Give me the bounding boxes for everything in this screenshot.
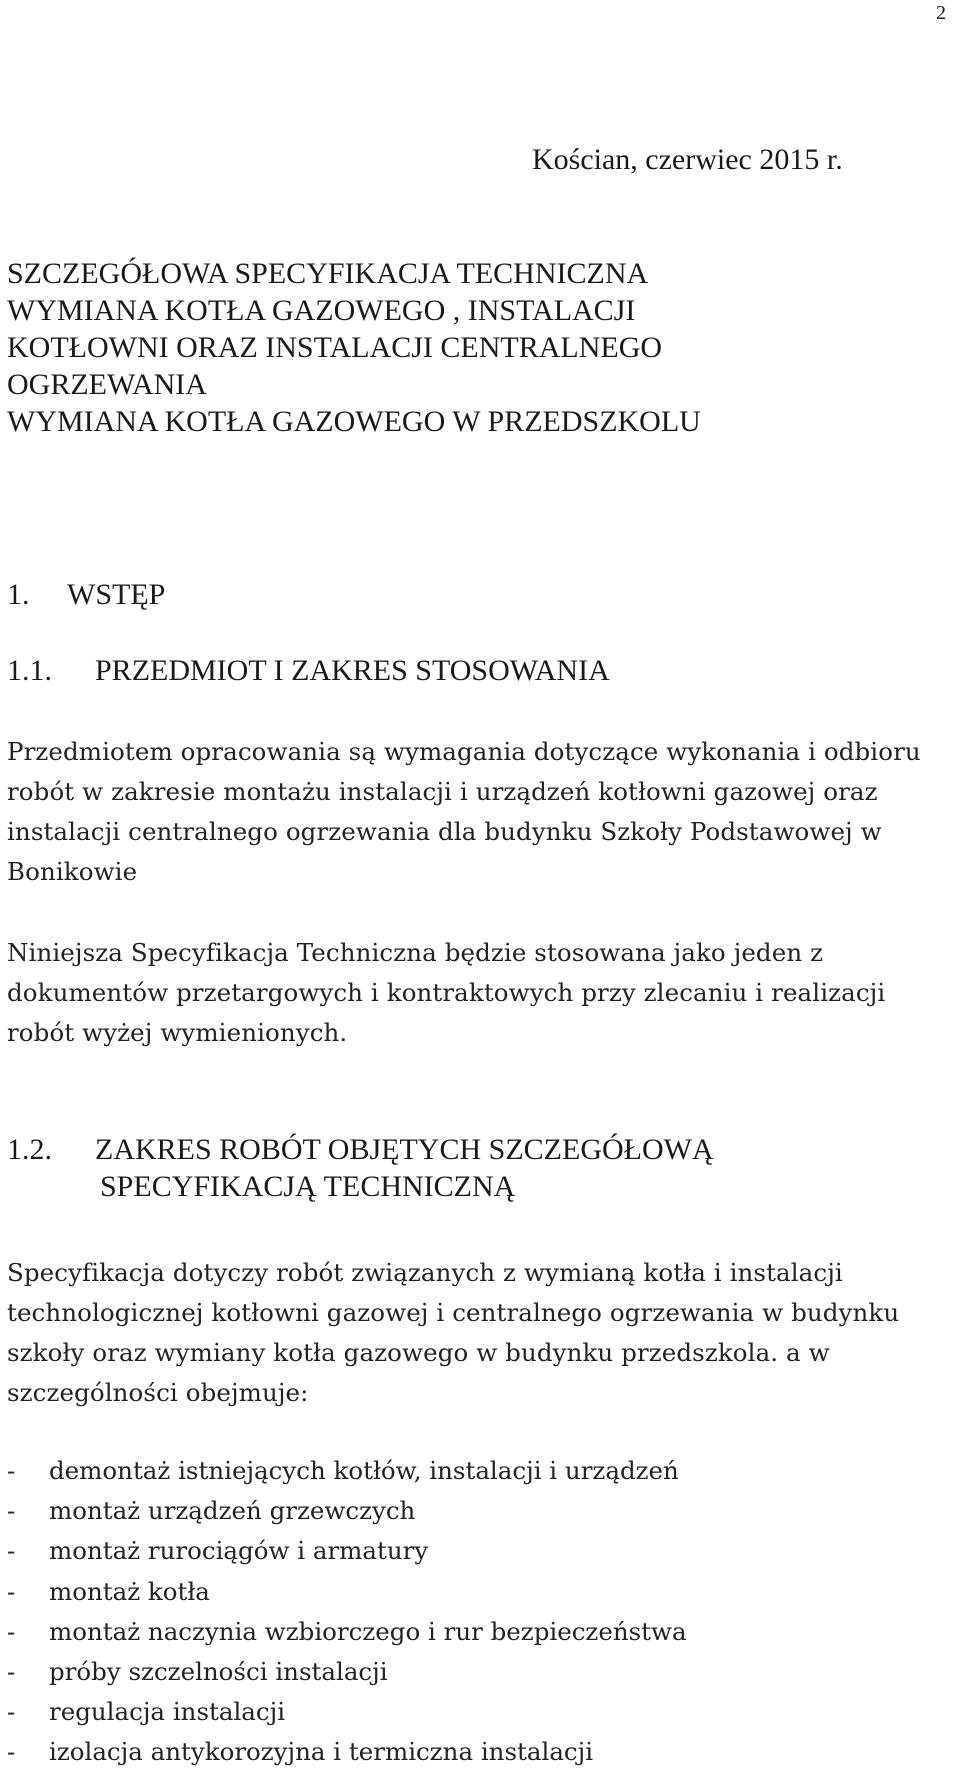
section-heading-wstep (7, 576, 165, 613)
place-date: Kościan, czerwiec 2015 r. (532, 143, 843, 176)
title-line: SZCZEGÓŁOWA SPECYFIKACJA TECHNICZNA (7, 257, 649, 290)
list-bullet: - (7, 1616, 16, 1646)
section-title: WSTĘP (67, 578, 166, 611)
list-item: - montaż kotła (7, 1572, 687, 1612)
list-bullet: - (7, 1536, 16, 1566)
list-bullet: - (7, 1657, 16, 1687)
paragraph-usage: Niniejsza Specyfikacja Techniczna będzie stosowana jako jeden z dokumentów przetargowych i kontraktowych przy zlecaniu i realizacji robót wyżej wymienionych. (7, 938, 886, 1047)
section-heading-1-2 (7, 1131, 714, 1205)
title-line: WYMIANA KOTŁA GAZOWEGO W PRZEDSZKOLU (7, 405, 701, 438)
list-item: - izolacja antykorozyjna i termiczna instalacji (7, 1732, 687, 1772)
list-bullet: - (7, 1496, 16, 1526)
list-item: - montaż naczynia wzbiorczego i rur bezpieczeństwa (7, 1612, 687, 1652)
section-title-continuation: SPECYFIKACJĄ TECHNICZNĄ (100, 1170, 516, 1203)
section-number: 1. (7, 578, 30, 611)
section-number: 1.2. (7, 1133, 52, 1166)
list-bullet: - (7, 1737, 16, 1767)
title-line: WYMIANA KOTŁA GAZOWEGO , INSTALACJI (7, 294, 636, 327)
paragraph-works: Specyfikacja dotyczy robót związanych z wymianą kotła i instalacji technologicznej kotłowni gazowej i centralnego ogrzewania w budynku szkoły oraz wymiany kotła gazowego w budynku przedszkola. a w szczególności obejmuje: (7, 1258, 900, 1407)
title-line: OGRZEWANIA (7, 368, 207, 401)
list-bullet: - (7, 1576, 16, 1606)
document-title (7, 255, 947, 440)
page-number: 2 (936, 2, 946, 24)
paragraph-scope: Przedmiotem opracowania są wymagania dotyczące wykonania i odbioru robót w zakresie montażu instalacji i urządzeń kotłowni gazowej oraz instalacji centralnego ogrzewania dla budynku Szkoły Podstawowej w Bonikowie (7, 737, 921, 886)
section-title: PRZEDMIOT I ZAKRES STOSOWANIA (95, 654, 610, 687)
list-bullet: - (7, 1697, 16, 1727)
works-list (7, 1451, 687, 1773)
list-item: - montaż urządzeń grzewczych (7, 1491, 687, 1531)
list-item: - próby szczelności instalacji (7, 1652, 687, 1692)
list-bullet: - (7, 1456, 16, 1485)
section-title: ZAKRES ROBÓT OBJĘTYCH SZCZEGÓŁOWĄ (95, 1133, 714, 1166)
list-item: - demontaż istniejących kotłów, instalacji i urządzeń (7, 1451, 687, 1491)
section-heading-1-1 (7, 652, 610, 689)
list-item: - montaż rurociągów i armatury (7, 1531, 687, 1571)
title-line: KOTŁOWNI ORAZ INSTALACJI CENTRALNEGO (7, 331, 663, 364)
section-number: 1.1. (7, 654, 52, 687)
list-item: - regulacja instalacji (7, 1692, 687, 1732)
